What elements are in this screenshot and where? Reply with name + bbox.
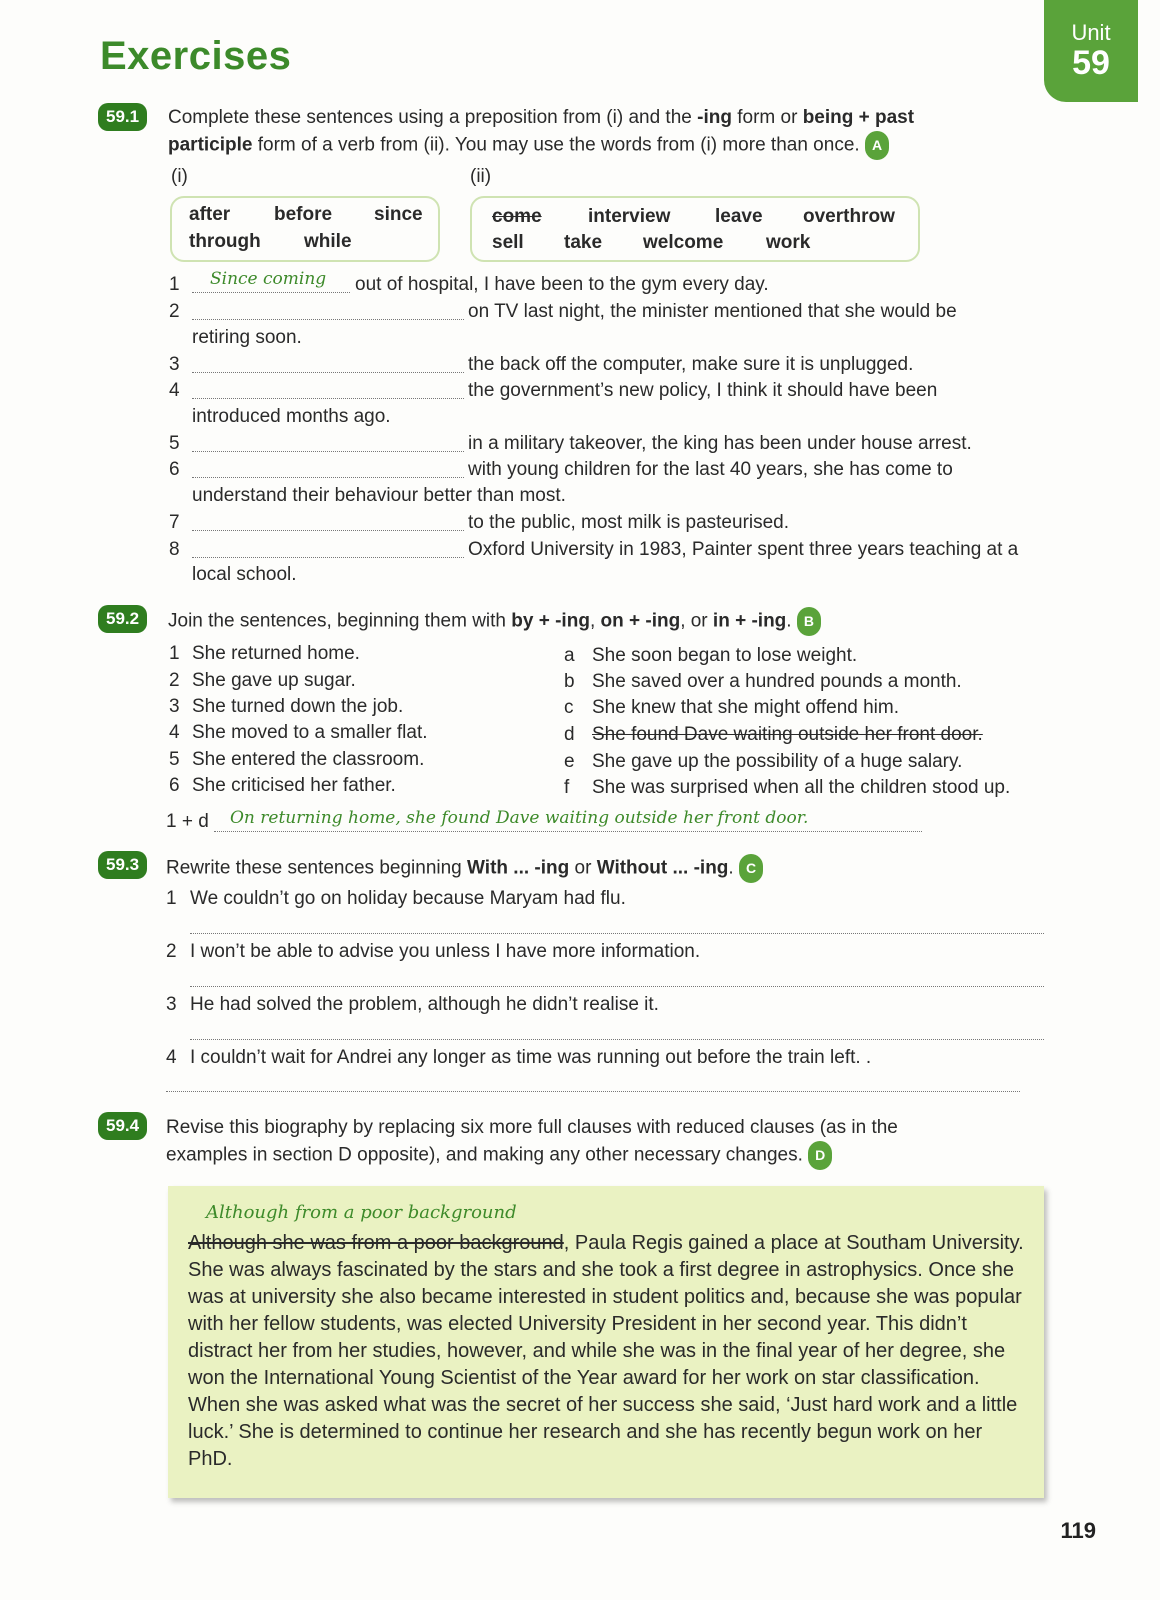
item-number: 3 bbox=[166, 994, 177, 1015]
page-title: Exercises bbox=[100, 34, 292, 78]
biography-body: , Paula Regis gained a place at Southam University. She was always fascinated by the stars and she took a first degree in astrophysics. Once she was at university she also became interested in student politics and, because she was popular with her fellow students, was elected University President in her second year. This didn’t distract her from her studies, however, and while she was in the final year of her degree, she won the International Young Scientist of the Year award for her work on star classification. When she was asked what was the secret of her success she said, ‘Just hard work and a little luck.’ She is determined to continue her research and she has recently begun work on her PhD. bbox=[188, 1232, 1024, 1470]
page-number: 119 bbox=[1060, 1518, 1096, 1543]
item-text-cont: introduced months ago. bbox=[192, 406, 391, 427]
item-text-cont: understand their behaviour better than most. bbox=[192, 485, 566, 506]
instruction-bold: by + -ing bbox=[511, 610, 590, 632]
answer-line[interactable] bbox=[192, 535, 464, 558]
sentence-left: She moved to a smaller flat. bbox=[192, 722, 428, 743]
item-number: 4 bbox=[166, 1047, 177, 1068]
word-item: while bbox=[304, 231, 352, 252]
instruction-bold: being + past participle bbox=[168, 107, 915, 156]
item-number: 4 bbox=[169, 380, 180, 401]
answer-line[interactable] bbox=[166, 1073, 1020, 1092]
word-item: welcome bbox=[643, 232, 724, 253]
unit-number: 59 bbox=[1072, 44, 1110, 82]
word-item: after bbox=[189, 204, 231, 225]
item-text: Oxford University in 1983, Painter spent three years teaching at a bbox=[468, 539, 1019, 560]
answer-line[interactable] bbox=[190, 968, 1044, 987]
item-text-cont: retiring soon. bbox=[192, 327, 302, 348]
word-item: take bbox=[564, 232, 603, 253]
sentence-right: She was surprised when all the children stood up. bbox=[592, 777, 1011, 798]
answer-line[interactable] bbox=[192, 376, 464, 399]
word-item: before bbox=[274, 204, 333, 225]
instruction-text: , or bbox=[680, 610, 713, 632]
item-letter: d bbox=[564, 724, 575, 745]
answer-line[interactable] bbox=[190, 915, 1044, 934]
instruction-text: form of a verb from (ii). You may use the words from (i) more than once. bbox=[252, 134, 865, 156]
item-text: on TV last night, the minister mentioned that she would be bbox=[468, 301, 957, 322]
word-item: work bbox=[766, 232, 811, 253]
word-item-struck: come bbox=[492, 206, 542, 227]
instruction-bold: -ing bbox=[697, 107, 732, 128]
section-badge: A bbox=[865, 131, 889, 160]
item-letter: e bbox=[564, 751, 575, 772]
exercise-1-instruction bbox=[168, 104, 988, 160]
item-number: 1 bbox=[166, 888, 177, 909]
unit-label: Unit bbox=[1071, 20, 1111, 45]
item-number: 5 bbox=[169, 749, 180, 770]
answer-line[interactable] bbox=[192, 455, 464, 478]
item-number: 6 bbox=[169, 459, 180, 480]
section-badge: D bbox=[808, 1141, 832, 1170]
answer-line[interactable] bbox=[192, 297, 464, 320]
exercise-3-instruction bbox=[166, 854, 986, 883]
sentence-right: She knew that she might offend him. bbox=[592, 697, 899, 718]
item-number: 1 bbox=[169, 274, 180, 295]
section-badge: B bbox=[797, 607, 821, 636]
sentence-right: She saved over a hundred pounds a month. bbox=[592, 671, 962, 692]
struck-clause: Although she was from a poor background bbox=[188, 1232, 564, 1254]
instruction-text: form or bbox=[731, 107, 803, 128]
word-item: sell bbox=[492, 232, 524, 253]
item-text: to the public, most milk is pasteurised. bbox=[468, 512, 790, 533]
instruction-text: , bbox=[589, 610, 601, 632]
list-label-ii: (ii) bbox=[470, 166, 492, 187]
instruction-bold: in + -ing bbox=[712, 610, 787, 632]
sentence-right-struck: She found Dave waiting outside her front door. bbox=[592, 724, 983, 745]
item-number: 2 bbox=[169, 301, 180, 322]
exercise-badge-59-3: 59.3 bbox=[98, 851, 147, 879]
instruction-text: or bbox=[569, 857, 597, 879]
answer-line[interactable] bbox=[192, 429, 464, 452]
sentence-left: She criticised her father. bbox=[192, 775, 396, 796]
item-number: 6 bbox=[169, 775, 180, 796]
preposition-box bbox=[170, 196, 440, 262]
example-label: 1 + d bbox=[166, 811, 209, 832]
exercise-2-instruction bbox=[168, 607, 988, 636]
instruction-text: Rewrite these sentences beginning bbox=[166, 857, 468, 879]
item-letter: f bbox=[564, 777, 570, 798]
exercise-badge-59-4: 59.4 bbox=[98, 1112, 147, 1140]
item-text: the government’s new policy, I think it should have been bbox=[468, 380, 938, 401]
word-item: interview bbox=[588, 206, 671, 227]
biography-panel bbox=[168, 1186, 1044, 1498]
answer-line[interactable] bbox=[192, 508, 464, 531]
handwritten-correction: Although from a poor background bbox=[206, 1202, 517, 1223]
item-number: 2 bbox=[169, 670, 180, 691]
item-text: We couldn’t go on holiday because Maryam had flu. bbox=[190, 888, 626, 909]
instruction-text: . bbox=[728, 857, 739, 879]
instruction-text: Complete these sentences using a preposition from (i) and the bbox=[168, 107, 698, 128]
item-text-cont: local school. bbox=[192, 564, 297, 585]
item-number: 8 bbox=[169, 539, 180, 560]
verb-box bbox=[470, 196, 920, 262]
instruction-bold: Without ... -ing bbox=[596, 857, 729, 879]
item-text: with young children for the last 40 years, she has come to bbox=[468, 459, 953, 480]
sentence-left: She returned home. bbox=[192, 643, 360, 664]
list-label-i: (i) bbox=[171, 166, 188, 187]
unit-tab bbox=[1044, 0, 1138, 102]
answer-line bbox=[214, 806, 922, 832]
instruction-bold: on + -ing bbox=[600, 610, 681, 632]
handwritten-answer: On returning home, she found Dave waiting outside her front door. bbox=[230, 808, 809, 828]
item-number: 7 bbox=[169, 512, 180, 533]
item-text: I couldn’t wait for Andrei any longer as time was running out before the train left. . bbox=[190, 1047, 872, 1068]
sentence-left: She gave up sugar. bbox=[192, 670, 356, 691]
handwritten-answer: Since coming bbox=[210, 269, 327, 289]
instruction-line: Revise this biography by replacing six more full clauses with reduced clauses (as in the bbox=[166, 1117, 898, 1138]
item-text: out of hospital, I have been to the gym every day. bbox=[355, 274, 769, 295]
item-text: the back off the computer, make sure it is unplugged. bbox=[468, 354, 914, 375]
answer-line bbox=[192, 270, 350, 293]
exercise-badge-59-1: 59.1 bbox=[98, 103, 147, 131]
item-number: 1 bbox=[169, 643, 180, 664]
sentence-right: She soon began to lose weight. bbox=[592, 645, 858, 666]
instruction-bold: With ... -ing bbox=[467, 857, 570, 879]
instruction-text: Join the sentences, beginning them with bbox=[168, 610, 512, 632]
answer-line[interactable] bbox=[192, 350, 464, 373]
answer-line[interactable] bbox=[190, 1021, 1044, 1040]
instruction-text: . bbox=[786, 610, 797, 632]
sentence-left: She turned down the job. bbox=[192, 696, 404, 717]
item-letter: b bbox=[564, 671, 575, 692]
exercise-badge-59-2: 59.2 bbox=[98, 605, 147, 633]
instruction-line bbox=[166, 1141, 1046, 1170]
biography-text bbox=[188, 1230, 1028, 1473]
item-number: 5 bbox=[169, 433, 180, 454]
word-item: through bbox=[189, 231, 261, 252]
item-number: 4 bbox=[169, 722, 180, 743]
word-item: leave bbox=[715, 206, 763, 227]
sentence-right: She gave up the possibility of a huge salary. bbox=[592, 751, 963, 772]
exercise-4-instruction bbox=[166, 1114, 1046, 1170]
item-text: He had solved the problem, although he didn’t realise it. bbox=[190, 994, 659, 1015]
word-item: overthrow bbox=[803, 206, 895, 227]
item-text: in a military takeover, the king has been under house arrest. bbox=[468, 433, 972, 454]
item-text: I won’t be able to advise you unless I have more information. bbox=[190, 941, 701, 962]
item-number: 3 bbox=[169, 354, 180, 375]
item-number: 2 bbox=[166, 941, 177, 962]
sentence-left: She entered the classroom. bbox=[192, 749, 425, 770]
instruction-text: examples in section D opposite), and making any other necessary changes. bbox=[166, 1144, 809, 1166]
item-letter: a bbox=[564, 645, 575, 666]
word-item: since bbox=[374, 204, 423, 225]
section-badge: C bbox=[739, 854, 763, 883]
item-number: 3 bbox=[169, 696, 180, 717]
item-letter: c bbox=[564, 697, 574, 718]
